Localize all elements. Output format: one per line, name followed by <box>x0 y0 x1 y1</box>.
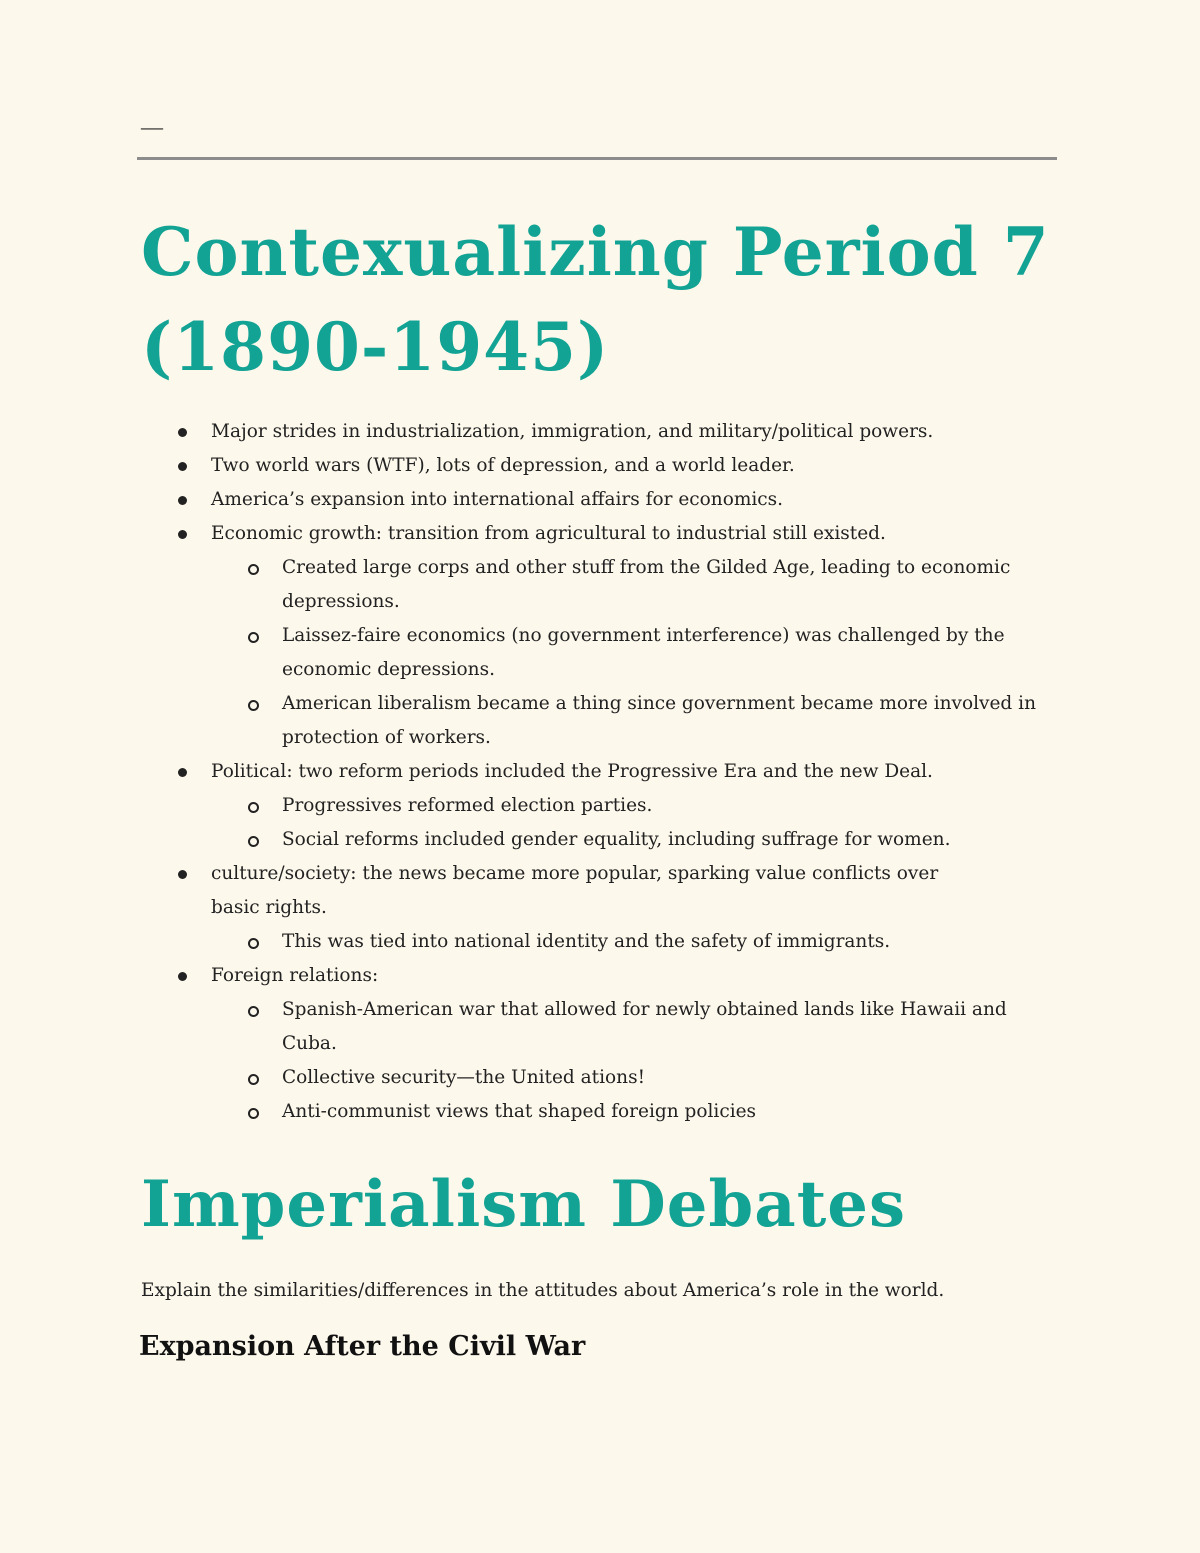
page-title <box>141 205 1071 395</box>
imperialism-heading: Imperialism Debates <box>141 1167 907 1242</box>
hollow-bullet-icon <box>248 564 259 575</box>
list-item-text: culture/society: the news became more popular, sparking value conflicts over basic rights. <box>211 863 939 918</box>
list-subitem <box>140 551 1070 619</box>
list-subitem-text: Collective security—the United ations! <box>282 1067 645 1088</box>
list-item-text: Foreign relations: <box>211 965 379 986</box>
filled-bullet-icon <box>178 530 187 539</box>
list-subitem-text: Social reforms included gender equality, including suffrage for women. <box>282 829 951 850</box>
list-item-text: Political: two reform periods included the Progressive Era and the new Deal. <box>211 761 933 782</box>
list-subitem-text: Progressives reformed election parties. <box>282 795 653 816</box>
hollow-bullet-icon <box>248 1006 259 1017</box>
list-item <box>140 483 1070 517</box>
page-title-line1: Contexualizing Period 7 <box>141 213 1050 291</box>
list-subitem <box>140 619 1070 687</box>
list-subitem <box>140 993 1070 1061</box>
hollow-bullet-icon <box>248 1108 259 1119</box>
list-subitem <box>140 823 1070 857</box>
list-subitem-text: This was tied into national identity and the safety of immigrants. <box>282 931 891 952</box>
page-title-line2: (1890-1945) <box>141 308 610 386</box>
list-subitem-text: Created large corps and other stuff from the Gilded Age, leading to economic depressions. <box>282 557 1011 612</box>
header-dash: — <box>141 114 163 139</box>
list-subitem-text: Spanish-American war that allowed for newly obtained lands like Hawaii and Cuba. <box>282 999 1007 1054</box>
list-subitem-text: American liberalism became a thing since government became more involved in protection of workers. <box>282 693 1036 748</box>
list-subitem-text: Anti-communist views that shaped foreign policies <box>282 1101 757 1122</box>
list-subitem <box>140 925 1070 959</box>
filled-bullet-icon <box>178 768 187 777</box>
list-item-text: Economic growth: transition from agricultural to industrial still existed. <box>211 523 886 544</box>
overview-bullet-list <box>140 415 1070 1129</box>
list-subitem <box>140 789 1070 823</box>
list-item <box>140 415 1070 449</box>
header-divider <box>137 157 1057 160</box>
hollow-bullet-icon <box>248 938 259 949</box>
expansion-subheading: Expansion After the Civil War <box>139 1331 586 1362</box>
list-item <box>140 517 1070 551</box>
filled-bullet-icon <box>178 462 187 471</box>
filled-bullet-icon <box>178 496 187 505</box>
hollow-bullet-icon <box>248 632 259 643</box>
list-subitem-text: Laissez-faire economics (no government interference) was challenged by the economic depressions. <box>282 625 1005 680</box>
list-item <box>140 449 1070 483</box>
hollow-bullet-icon <box>248 802 259 813</box>
filled-bullet-icon <box>178 428 187 437</box>
list-item <box>140 959 1070 993</box>
list-subitem <box>140 687 1070 755</box>
list-subitem <box>140 1061 1070 1095</box>
list-item-text: Two world wars (WTF), lots of depression, and a world leader. <box>211 455 795 476</box>
list-item <box>140 755 1070 789</box>
filled-bullet-icon <box>178 972 187 981</box>
imperialism-prompt: Explain the similarities/differences in the attitudes about America’s role in the world. <box>141 1280 945 1301</box>
list-item <box>140 857 1070 925</box>
hollow-bullet-icon <box>248 1074 259 1085</box>
hollow-bullet-icon <box>248 836 259 847</box>
list-item-text: Major strides in industrialization, immigration, and military/political powers. <box>211 421 934 442</box>
hollow-bullet-icon <box>248 700 259 711</box>
list-item-text: America’s expansion into international affairs for economics. <box>211 489 784 510</box>
filled-bullet-icon <box>178 870 187 879</box>
list-subitem <box>140 1095 1070 1129</box>
